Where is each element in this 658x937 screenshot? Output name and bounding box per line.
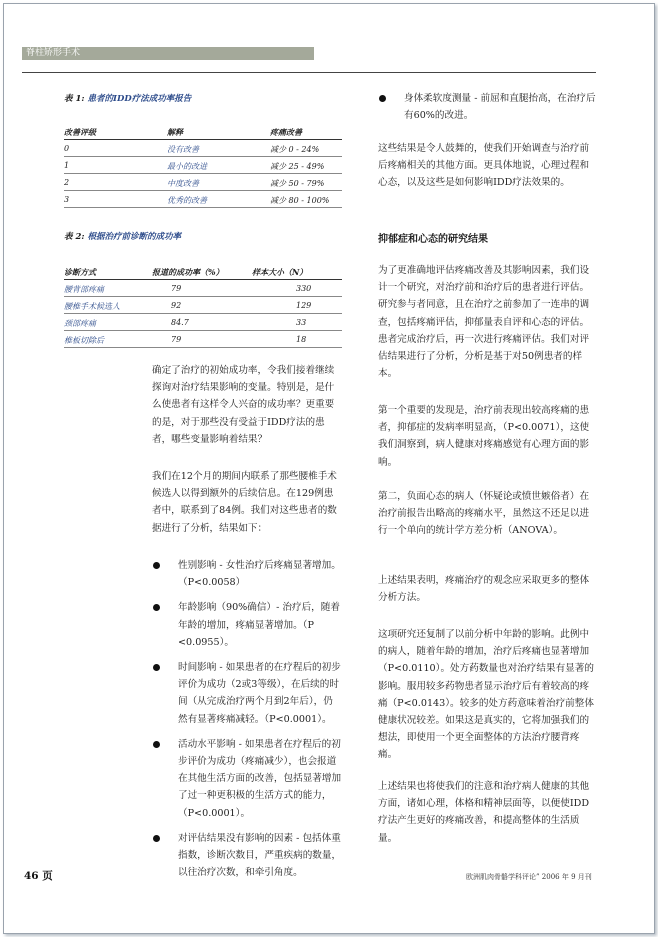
bullet-icon [153, 835, 160, 842]
table2-header-success: 报道的成功率（%） [152, 267, 224, 277]
table1-caption [64, 92, 191, 104]
bullet-text: 身体柔软度测量 - 前屈和直腿抬高，在治疗后有60%的改进。 [404, 93, 596, 122]
table2-row-rule [64, 330, 342, 331]
bullet-icon [379, 95, 386, 102]
table1-cell: 减少 25 - 49% [270, 162, 325, 171]
table1-cell: 没有改善 [167, 145, 199, 154]
table1-cell: 0 [64, 144, 70, 153]
list-item [152, 599, 342, 651]
table1-cell: 减少 80 - 100% [270, 196, 330, 205]
table2-cell: 颈部疼痛 [64, 319, 96, 328]
page-number: 46 页 [24, 870, 53, 882]
right-paragraph-3: 第一个重要的发现是，治疗前表现出较高疼痛的患者，抑郁症的发病率明显高，（P<0.0071），这使我们洞察到，病人健康对疼痛感觉有心理方面的影响。 [378, 405, 590, 468]
table2-cell: 330 [296, 284, 312, 293]
table2-header-diagnosis: 诊断方式 [64, 267, 96, 277]
table2-cell: 33 [296, 318, 307, 327]
bullet-text: 活动水平影响 - 如果患者在疗程后的初步评价为成功（疼痛减少），也会报道在其他生活方面的改善，包括显著增加了过一种更积极的生活方式的能力，（P<0.0001）。 [178, 738, 342, 819]
table2-caption-prefix: 表 2: [64, 232, 85, 242]
table2-row-rule [64, 347, 342, 348]
table2-header-rule [64, 279, 342, 280]
table1-cell: 减少 0 - 24% [270, 145, 320, 154]
table1-cell: 优秀的改善 [167, 196, 207, 205]
right-paragraph-5: 上述结果表明，疼痛治疗的观念应采取更多的整体分析方法。 [378, 575, 590, 604]
bullet-icon [153, 664, 160, 671]
bullet-icon [153, 741, 160, 748]
right-paragraph-4: 第二，负面心态的病人（怀疑论或愤世嫉俗者）在治疗前报告出略高的疼痛水平，虽然这不还足以进行一个单向的统计学方差分析（ANOVA）。 [378, 491, 590, 537]
table2-cell: 腰背部疼痛 [64, 285, 104, 294]
list-item [152, 659, 342, 728]
left-paragraph-2: 我们在12个月的期间内联系了那些腰椎手术候选人以得到额外的后续信息。在129例患者中，联系到了84例。我们对这些患者的数据进行了分析，结果如下： [152, 471, 337, 534]
table1-header-rule [64, 139, 342, 140]
table2-cell: 129 [296, 301, 312, 310]
table2-caption-title: 根据治疗前诊断的成功率 [87, 232, 181, 242]
journal-footer: 欧洲肌肉骨骼学科评论” 2006 年 9 月刊 [466, 873, 592, 881]
table1-cell: 1 [64, 161, 70, 170]
table1-cell: 中度改善 [167, 179, 199, 188]
header-rule [22, 72, 596, 73]
table1-header-pain: 疼痛改善 [270, 127, 302, 137]
table2-header-sample: 样本大小（N） [252, 267, 308, 277]
list-item [378, 90, 596, 124]
table1-row-rule [64, 207, 342, 208]
running-header-title: 脊柱矫形手术 [26, 48, 81, 58]
bullet-text: 年龄影响（90%确信）- 治疗后，随着年龄的增加，疼痛显著增加。（P <0.0955）。 [178, 602, 340, 648]
table1-caption-title: 患者的IDD疗法成功率报告 [87, 94, 192, 104]
table2-row-rule [64, 313, 342, 314]
table2-cell: 79 [171, 335, 182, 344]
table1-cell: 减少 50 - 79% [270, 179, 325, 188]
flexibility-bullet [378, 90, 596, 132]
bullet-text: 对评估结果没有影响的因素 - 包括体重指数，诊断次数目，严重疾病的数量，以往治疗次数，和牵引角度。 [178, 832, 342, 879]
left-paragraph-1: 确定了治疗的初始成功率，令我们接着继续探询对治疗结果影响的变量。特别是，是什么使患者有这样令人兴奋的成功率？更重要的是，对于那些没有受益于IDD疗法的患者，哪些变量影响着结果？ [152, 365, 335, 445]
right-paragraph-6: 这项研究还复制了以前分析中年龄的影响。此例中的病人，随着年龄的增加，治疗后疼痛也显著增加（P<0.0110）。处方药数量也对治疗结果有显著的影响。服用较多药物患者显示治疗后有着较高的疼痛（P<0.0143）。较多的处方药意味着治疗前整体健康状况较差。如果这是真实的，它将加强我们的想法，即使用一个更全面整体的方法治疗腰背疼痛。 [378, 629, 594, 761]
right-paragraph-2: 为了更准确地评估疼痛改善及其影响因素，我们设计一个研究，对治疗前和治疗后的患者进行评估。研究参与者同意，且在治疗之前参加了一连串的调查，包括疼痛评估，抑郁量表自评和心态的评估。患者完成治疗后，再一次进行疼痛评估。我们对评估结果进行了分析，分析是基于对50例患者的样本。 [378, 265, 590, 380]
table1-row-rule [64, 190, 342, 191]
list-item [152, 736, 342, 822]
bullet-text: 性别影响 - 女性治疗后疼痛显著增加。（P<0.0058） [178, 560, 341, 589]
table1-row-rule [64, 156, 342, 157]
right-paragraph-7: 上述结果也将使我们的注意和治疗病人健康的其他方面，诸如心理，体格和精神层面等，以便使IDD疗法产生更好的疼痛改善，和提高整体的生活质量。 [378, 781, 590, 844]
table1-header-rating: 改善评级 [64, 127, 96, 137]
table2-cell: 腰椎手术候选人 [64, 302, 120, 311]
bullet-icon [153, 562, 160, 569]
results-bullet-list [152, 557, 342, 889]
table1-header-explanation: 解释 [167, 127, 183, 137]
table2-caption [64, 230, 181, 242]
table2-cell: 椎板切除后 [64, 336, 104, 345]
table2-cell: 92 [171, 301, 182, 310]
list-item [152, 830, 342, 882]
bullet-text: 时间影响 - 如果患者的在疗程后的初步评价为成功（2或3等级），在后续的时间（从完成治疗两个月到2年后），仍然有显著疼痛减轻。（P<0.0001）。 [178, 662, 341, 725]
table2-cell: 84.7 [171, 318, 189, 327]
table1-row-rule [64, 173, 342, 174]
table2-cell: 18 [296, 335, 307, 344]
table2-cell: 79 [171, 284, 182, 293]
right-paragraph-1: 这些结果是令人鼓舞的，使我们开始调查与治疗前后疼痛相关的其他方面。更具体地说，心理过程和心态，以及这些是如何影响IDD疗法效果的。 [378, 143, 590, 189]
table2-row-rule [64, 296, 342, 297]
table1-caption-prefix: 表 1: [64, 94, 85, 104]
table1-cell: 最小的改进 [167, 162, 207, 171]
table1-cell: 2 [64, 178, 70, 187]
list-item [152, 557, 342, 591]
section-heading: 抑郁症和心态的研究结果 [378, 234, 488, 245]
bullet-icon [153, 604, 160, 611]
table1-cell: 3 [64, 195, 70, 204]
